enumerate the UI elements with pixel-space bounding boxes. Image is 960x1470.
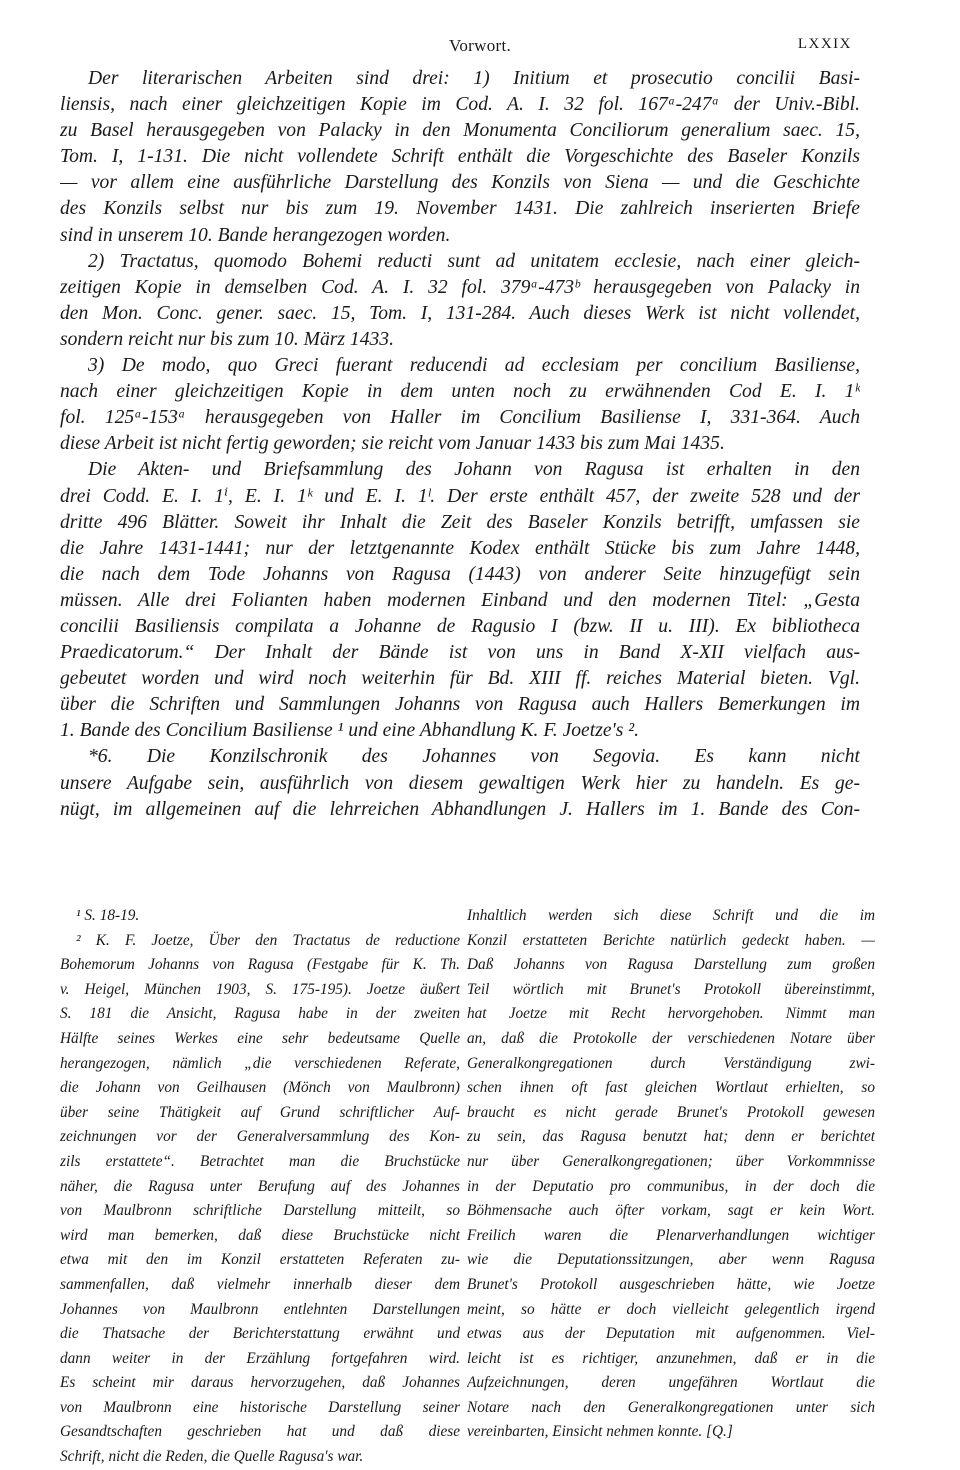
body-line: sondern reicht nur bis zum 10. März 1433. [60,328,395,350]
body-line: — vor allem eine ausführliche Darstellung des Konzils von Siena — und die Geschichte [60,172,860,194]
footnote-line: zu sein, das Ragusa benutzt hat; denn er berichtet [467,1128,875,1146]
footnote-line: Konzil erstatteten Berichte natürlich gedeckt haben. — [467,931,875,949]
footnote-line: v. Heigel, München 1903, S. 175-195). Joetze äußert [60,980,460,998]
footnote-line: etwas aus der Deputation mit aufgenommen. Viel- [467,1325,875,1343]
body-line: nügt, im allgemeinen auf die lehrreichen Abhandlungen J. Hallers im 1. Bande des Con- [60,798,860,820]
footnote-line: von Maulbronn eine historische Darstellung seiner [60,1398,460,1416]
footnote-line: Bohemorum Johanns von Ragusa (Festgabe für K. Th. [60,956,460,974]
footnote-line: zils erstattete“. Betrachtet man die Bruchstücke [60,1152,460,1170]
body-text [60,66,860,823]
running-header-title: Vorwort. [448,36,512,55]
body-line: drei Codd. E. I. 1ⁱ, E. I. 1ᵏ und E. I. 1ˡ. Der erste enthält 457, der zweite 528 und der [60,485,860,507]
body-line: nach einer gleichzeitigen Kopie in dem unten noch zu erwähnenden Cod E. I. 1ᵏ [60,381,860,403]
body-line: des Konzils selbst nur bis zum 19. November 1431. Die zahlreich inserierten Briefe [60,198,860,220]
footnote-line: Inhaltlich werden sich diese Schrift und die im [467,907,875,924]
body-line: 2) Tractatus, quomodo Bohemi reducti sunt ad unitatem ecclesie, nach einer gleich- [88,250,860,272]
footnote-line: Freilich waren die Plenarverhandlungen wichtiger [467,1226,875,1244]
footnote-line: an, daß die Protokolle der verschiedenen Notare über [467,1029,875,1047]
footnote-line: Notare nach den Generalkongregationen unter sich [467,1398,875,1416]
footnote-line: sammenfallen, daß vielmehr innerhalb dieser dem [60,1275,460,1293]
footnote-line: wird man bemerken, daß diese Bruchstücke nicht [60,1226,460,1244]
footnote-line: etwa mit den im Konzil erstatteten Referaten zu- [60,1251,460,1269]
footnote-line: braucht es nicht gerade Brunet's Protokoll gewesen [467,1103,875,1121]
footnotes-right-column [467,904,875,1445]
body-line: gebeutet worden und wird noch weiterhin für Bd. XIII ff. reiches Material bieten. Vgl. [60,668,860,690]
body-line: zu Basel herausgegeben von Palacky in den Monumenta Conciliorum generalium saec. 15, [60,120,860,142]
footnote-line: die Thatsache der Berichterstattung erwähnt und [60,1325,460,1343]
body-line: 3) De modo, quo Greci fuerant reducendi ad ecclesiam per concilium Basiliense, [88,355,860,377]
body-line: zeitigen Kopie in demselben Cod. A. I. 32 fol. 379ᵃ-473ᵇ herausgegeben von Palacky in [60,276,860,298]
body-line: sind in unserem 10. Bande herangezogen worden. [60,224,451,246]
footnote-line: zeichnungen vor der Generalversammlung des Kon- [60,1128,460,1146]
footnote-line: vereinbarten, Einsicht nehmen konnte. [Q.] [467,1423,733,1441]
body-line: Praedicatorum.“ Der Inhalt der Bände ist von uns in Band X-XII vielfach aus- [60,642,860,664]
footnote-line: Es scheint mir daraus hervorzugehen, daß Johannes [60,1374,460,1392]
body-line: die nach dem Tode Johanns von Ragusa (1443) von anderer Seite hinzugefügt sein [60,563,860,585]
footnote-line: herangezogen, nämlich „die verschiedenen Referate, [60,1054,460,1072]
footnote-line: Hälfte seines Werkes eine sehr bedeutsame Quelle [60,1029,460,1047]
footnote-line: Böhmensache auch öfter vorkam, sagt er kein Wort. [467,1202,875,1220]
footnotes-left-column [60,904,460,1470]
footnote-line: Brunet's Protokoll ausgeschrieben hätte, wie Joetze [467,1275,875,1293]
footnote-line: Schrift, nicht die Reden, die Quelle Ragusa's war. [60,1448,364,1466]
body-line: liensis, nach einer gleichzeitigen Kopie im Cod. A. I. 32 fol. 167ᵃ-247ᵃ der Univ.-Bibl. [60,94,860,116]
footnote-line: Generalkongregationen durch Verständigung zwi- [467,1054,875,1072]
footnote-line: leicht ist es richtiger, anzunehmen, daß er in die [467,1349,875,1367]
footnote-line: die Johann von Geilhausen (Mönch von Maulbronn) [60,1079,460,1097]
footnote-line: nur über Generalkongregationen; über Vorkommnisse [467,1152,875,1170]
body-line: dritte 496 Blätter. Soweit ihr Inhalt die Zeit des Baseler Konzils betrifft, umfassen sie [60,511,860,533]
footnote-line: ² K. F. Joetze, Über den Tractatus de reductione [76,931,460,949]
footnote-line: wie die Deputationssitzungen, aber wenn Ragusa [467,1251,875,1269]
body-line: Tom. I, 1-131. Die nicht vollendete Schrift enthält die Vorgeschichte des Baseler Konzils [60,146,860,168]
body-line: diese Arbeit ist nicht fertig geworden; sie reicht vom Januar 1433 bis zum Mai 1435. [60,433,725,455]
footnote-line: in der Deputatio pro communibus, in der doch die [467,1177,875,1195]
footnote-line: über seine Thätigkeit auf Grund schriftlicher Auf- [60,1103,460,1121]
body-line: den Mon. Conc. gener. saec. 15, Tom. I, 131-284. Auch dieses Werk ist nicht vollendet, [60,302,860,324]
footnote-line: Aufzeichnungen, deren ungefähren Wortlaut die [467,1374,875,1392]
body-line: über die Schriften und Sammlungen Johanns von Ragusa auch Hallers Bemerkungen im [60,694,860,716]
footnote-line: Daß Johanns von Ragusa Darstellung zum großen [467,956,875,974]
footnote-line: hat Joetze mit Recht hervorgehoben. Nimmt man [467,1005,875,1023]
footnote-line: Johannes von Maulbronn entlehnten Darstellungen [60,1300,460,1318]
body-line: Der literarischen Arbeiten sind drei: 1) Initium et prosecutio concilii Basi- [88,68,860,89]
footnote-line: ¹ S. 18-19. [76,907,140,924]
body-line: unsere Aufgabe sein, ausführlich von diesem gewaltigen Werk hier zu handeln. Es ge- [60,772,860,794]
footnote-line: Teil wörtlich mit Brunet's Protokoll übereinstimmt, [467,980,875,998]
body-line: concilii Basiliensis compilata a Johanne de Ragusio I (bzw. II u. III). Ex bibliotheca [60,615,860,637]
footnote-line: näher, die Ragusa unter Berufung auf des Johannes [60,1177,460,1195]
footnote-line: S. 181 die Ansicht, Ragusa habe in der zweiten [60,1005,460,1023]
footnote-line: schen ihnen oft fast gleichen Wortlaut erhielten, so [467,1079,875,1097]
footnote-line: dann weiter in der Erzählung fortgefahren wird. [60,1349,460,1367]
footnote-line: Gesandtschaften geschrieben hat und daß diese [60,1423,460,1441]
body-line: Die Akten- und Briefsammlung des Johann von Ragusa ist erhalten in den [88,459,860,481]
footnote-line: meint, so hätte er doch vielleicht gelegentlich irgend [467,1300,875,1318]
page-number: LXXIX [797,36,852,52]
body-line: die Jahre 1431-1441; nur der letztgenannte Kodex enthält Stücke bis zum Jahre 1448, [60,537,860,559]
footnote-line: von Maulbronn schriftliche Darstellung mitteilt, so [60,1202,460,1220]
body-line: 1. Bande des Concilium Basiliense ¹ und eine Abhandlung K. F. Joetze's ². [60,720,640,742]
body-line: *6. Die Konzilschronik des Johannes von Segovia. Es kann nicht [88,746,860,768]
body-line: fol. 125ᵃ-153ᵃ herausgegeben von Haller im Concilium Basiliense I, 331-364. Auch [60,407,860,429]
body-line: müssen. Alle drei Folianten haben modernen Einband und den modernen Titel: „Gesta [60,589,860,611]
